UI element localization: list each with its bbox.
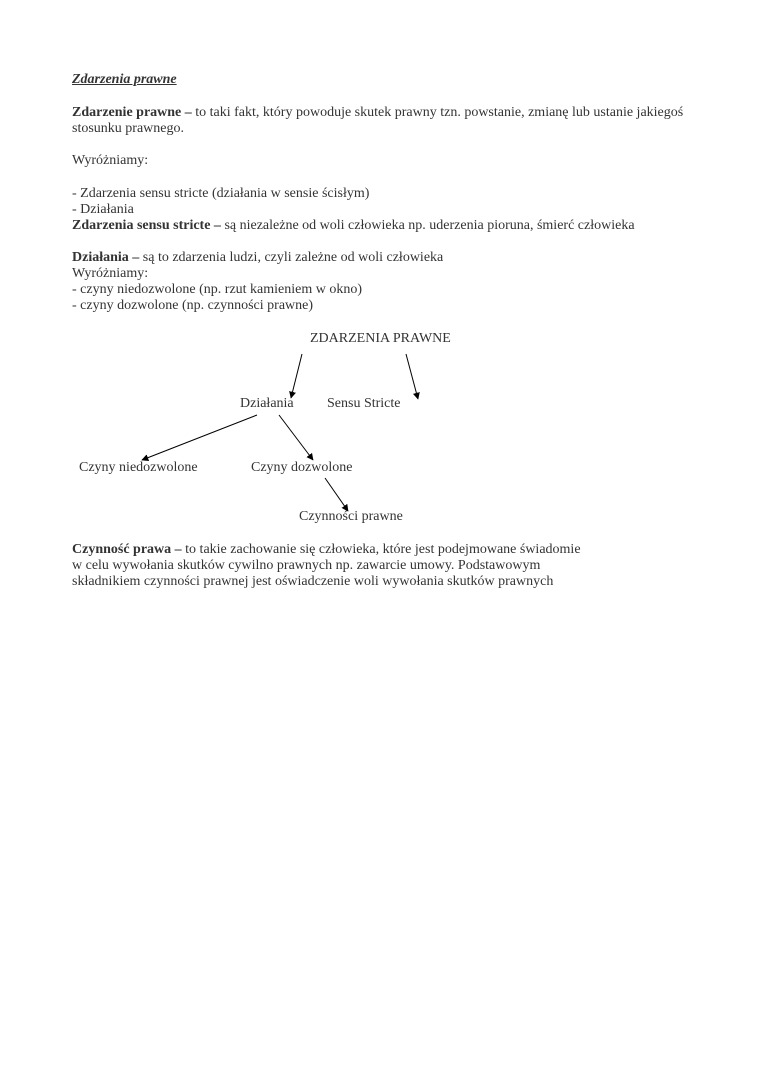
diagram-node-dzialania: Działania xyxy=(240,396,294,411)
arrow-dzialania-to-dozwolone xyxy=(279,415,313,460)
diagram-node-sensu-stricte: Sensu Stricte xyxy=(327,396,401,411)
list-item: - czyny niedozwolone (np. rzut kamieniem w okno) xyxy=(72,282,363,297)
term-dzialania: Działania – xyxy=(72,250,140,265)
arrow-root-to-dzialania xyxy=(291,354,302,398)
list-item: - czyny dozwolone (np. czynności prawne) xyxy=(72,298,314,313)
arrow-dozwolone-to-czynnosci xyxy=(325,478,348,511)
diagram-node-root: ZDARZENIA PRAWNE xyxy=(310,331,451,346)
page-title: Zdarzenia prawne xyxy=(72,72,177,87)
term-sensu-stricte: Zdarzenia sensu stricte – xyxy=(72,218,221,233)
definition-text: są to zdarzenia ludzi, czyli zależne od woli człowieka xyxy=(139,250,444,265)
arrow-root-to-sensu-stricte xyxy=(406,354,418,399)
diagram-node-czyny-dozwolone: Czyny dozwolone xyxy=(251,460,353,475)
term-zdarzenie-prawne: Zdarzenie prawne – xyxy=(72,105,192,120)
arrow-dzialania-to-niedozwolone xyxy=(142,415,257,460)
definition-czynnosc-prawna xyxy=(72,542,581,558)
definition-text-continued: stosunku prawnego. xyxy=(72,121,184,136)
diagram-node-czyny-niedozwolone: Czyny niedozwolone xyxy=(79,460,198,475)
definition-text: są niezależne od woli człowieka np. uderzenia pioruna, śmierć człowieka xyxy=(220,218,635,233)
definition-text-continued: w celu wywołania skutków cywilno prawnych np. zawarcie umowy. Podstawowym xyxy=(72,558,541,573)
term-czynnosc-prawna: Czynność prawa – xyxy=(72,542,182,557)
wyrozniamy-label: Wyróżniamy: xyxy=(72,153,149,168)
list-item: - Działania xyxy=(72,202,134,217)
list-item: - Zdarzenia sensu stricte (działania w sensie ścisłym) xyxy=(72,186,370,201)
diagram-node-czynnosci-prawne: Czynności prawne xyxy=(299,509,403,524)
definition-text: to takie zachowanie się człowieka, które jest podejmowane świadomie xyxy=(181,542,581,557)
wyrozniamy-label: Wyróżniamy: xyxy=(72,266,149,281)
definition-text-continued: składnikiem czynności prawnej jest oświadczenie woli wywołania skutków prawnych xyxy=(72,574,554,589)
definition-text: to taki fakt, który powoduje skutek prawny tzn. powstanie, zmianę lub ustanie jakiegoś xyxy=(191,105,684,120)
